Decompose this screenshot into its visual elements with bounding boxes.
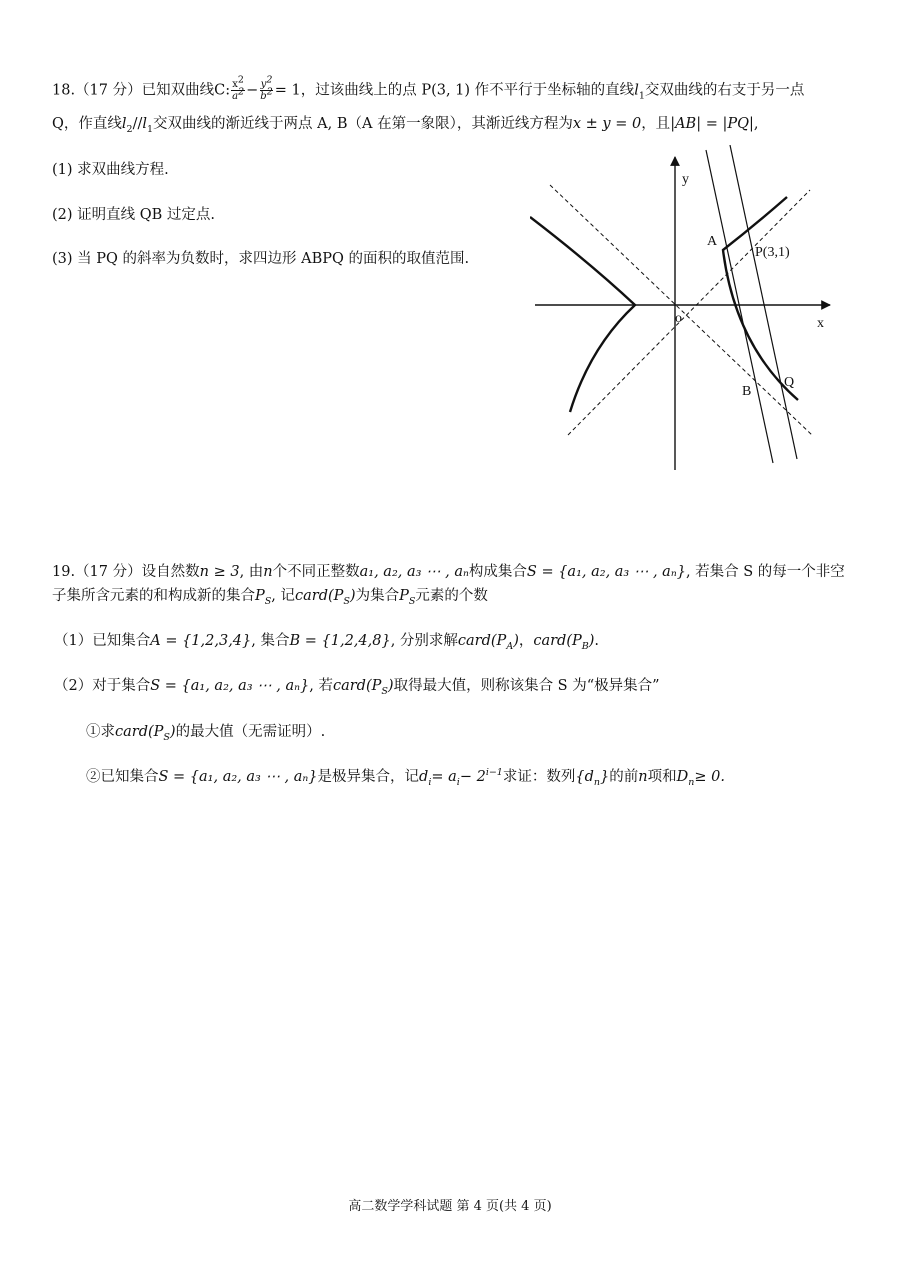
label-y: y [682, 172, 689, 187]
q19-p1-text-c: , 分别求解 [390, 633, 458, 649]
set-s-3: S = {a₁, a₂, a₃ ⋯ , aₙ} [158, 769, 318, 785]
q19-line2-text-a: 子集所含元素的和构成新的集合 [52, 588, 255, 604]
q19-line2-text-c: 为集合 [355, 588, 400, 604]
label-o: o [675, 311, 682, 326]
line-l1: l [634, 82, 639, 99]
q19-sub1 [86, 722, 325, 742]
q18-line2-text-a: Q，作直线 [52, 116, 122, 132]
q19-part2 [54, 676, 660, 696]
q19-text-e: , 若集合 S 的每一个非空 [685, 564, 845, 580]
q19-p1-text-d: ， [518, 633, 534, 649]
minus-two: − 2 [459, 769, 486, 785]
seq-d-close: } [600, 769, 610, 785]
q19-line2 [52, 586, 488, 606]
q18-text-b: ，过该曲线上的点 P(3, 1) 作不平行于坐标轴的直线 [300, 82, 635, 99]
asymptote-equation: x ± y = 0 [572, 116, 642, 132]
line-l2: l [121, 116, 127, 132]
line-l1-ref-sub: 1 [147, 123, 154, 135]
card-ps-close: ) [349, 588, 356, 604]
a-i-sub: i [456, 776, 460, 788]
q19-s2-text-e: 的前 [609, 769, 639, 785]
sequence-a: a₁, a₂, a₃ ⋯ , aₙ [359, 564, 469, 580]
q18-text-c: 交双曲线的右支于另一点 [644, 82, 805, 99]
q19-p1-text-b: , 集合 [251, 633, 290, 649]
set-b: B = {1,2,4,8} [289, 633, 391, 649]
card-ps-max: card(P [332, 678, 382, 694]
sum-d-ineq: ≥ 0. [694, 769, 725, 785]
q18-line2 [52, 114, 758, 134]
q19-part1 [54, 631, 599, 651]
card-ps-s1: card(P [115, 724, 164, 740]
label-B: B [742, 384, 752, 399]
q19-line1 [52, 562, 845, 582]
n-condition: n ≥ 3 [199, 564, 240, 580]
d-i-sub: i [428, 776, 432, 788]
q19-p2-text-b: , 若 [309, 678, 333, 694]
q19-line2-text-d: 元素的个数 [415, 588, 488, 604]
sum-d: D [676, 769, 689, 785]
card-pa: card(P [457, 633, 507, 649]
card-ps-s1-sub: S [163, 731, 170, 743]
power-i-1: i−1 [485, 767, 503, 779]
curve-name: C: [214, 82, 231, 99]
card-ps: card(P [295, 588, 344, 604]
page-footer: 高二数学学科试题 第 4 页(共 4 页) [348, 1199, 552, 1214]
q19-text-c: 个不同正整数 [272, 564, 360, 580]
minus-sign: − [246, 82, 259, 99]
card-ps-s1-close: ) [169, 724, 176, 740]
q19-p2-text-c: 取得最大值，则称该集合 S 为“极异集合” [393, 678, 660, 694]
set-s: S = {a₁, a₂, a₃ ⋯ , aₙ} [526, 564, 686, 580]
set-ps-2: P [399, 588, 409, 604]
card-pb: card(P [533, 633, 582, 649]
q19-line2-text-b: , 记 [271, 588, 295, 604]
card-pa-close: ) [513, 633, 519, 649]
card-ps-max-close: ) [387, 678, 394, 694]
asymptote-negative [550, 185, 812, 435]
q19-s2-text-c: 求证：数列 [502, 769, 576, 785]
q19-number-text: 19.（17 分）设自然数 [52, 564, 200, 580]
q19-s2-text-b: 是极异集合，记 [317, 769, 420, 785]
line-l2-sub: 2 [126, 123, 133, 135]
right-branch [723, 197, 798, 400]
d-i: d [419, 769, 429, 785]
equation-rhs: = 1 [274, 82, 301, 99]
set-s-2: S = {a₁, a₂, a₃ ⋯ , aₙ} [150, 678, 310, 694]
q18-part1: (1) 求双曲线方程. [52, 162, 169, 178]
q18-part2: (2) 证明直线 QB 过定点. [52, 207, 216, 223]
hyperbola-figure [530, 145, 840, 470]
card-ps-max-sub: S [381, 685, 388, 697]
n-terms: n [638, 769, 648, 785]
seq-d-sub: n [593, 776, 600, 788]
fraction-y2-b2: $\frac{y^2}{b^2}$ [260, 74, 273, 102]
label-Q: Q [784, 375, 795, 390]
n-var: n [263, 564, 273, 580]
q19-p1-text-a: （1）已知集合 [54, 633, 151, 649]
set-ps-2-sub: S [408, 595, 416, 607]
line-l1-drawn [706, 150, 773, 463]
card-pb-close: ) [588, 633, 595, 649]
q18-line2-comma: , [753, 116, 759, 132]
seq-d: {d [575, 769, 594, 785]
line-l2-drawn [730, 145, 797, 459]
label-P: P(3,1) [755, 245, 790, 260]
q19-p1-text-e: . [594, 633, 600, 649]
d-i-eq: = a [431, 769, 457, 785]
set-ps-sub: S [264, 595, 272, 607]
card-ps-sub: S [343, 595, 350, 607]
label-A: A [707, 234, 718, 249]
sum-d-sub: n [688, 776, 695, 788]
fraction-x2-a2: $\frac{x^2}{a^2}$ [232, 74, 245, 102]
line-l1-ref: l [142, 116, 147, 132]
set-ps: P [255, 588, 265, 604]
q19-s1-text-b: 的最大值（无需证明）. [175, 724, 326, 740]
parallel-sign: // [132, 116, 143, 132]
q19-s2-text-a: ②已知集合 [86, 769, 159, 785]
q18-line1 [52, 74, 805, 102]
q19-s2-text-f: 项和 [647, 769, 677, 785]
q19-text-b: , 由 [239, 564, 264, 580]
line-l1-sub: 1 [638, 90, 645, 102]
card-pa-sub: A [506, 640, 514, 652]
ab-equals-pq: |AB| = |PQ| [670, 116, 754, 132]
q18-part3: (3) 当 PQ 的斜率为负数时，求四边形 ABPQ 的面积的取值范围. [52, 251, 470, 267]
q19-sub2 [86, 767, 725, 787]
q19-s1-text-a: ①求 [86, 724, 115, 740]
card-pb-sub: B [581, 640, 589, 652]
set-a: A = {1,2,3,4} [150, 633, 252, 649]
q18-line2-text-c: ，且 [641, 116, 671, 132]
q19-p2-text-a: （2）对于集合 [54, 678, 151, 694]
q18-line2-text-b: 交双曲线的渐近线于两点 A, B（A 在第一象限），其渐近线方程为 [153, 116, 573, 132]
q18-number-text: 18.（17 分）已知双曲线 [52, 82, 215, 99]
label-x: x [817, 316, 824, 331]
q19-text-d: 构成集合 [468, 564, 527, 580]
